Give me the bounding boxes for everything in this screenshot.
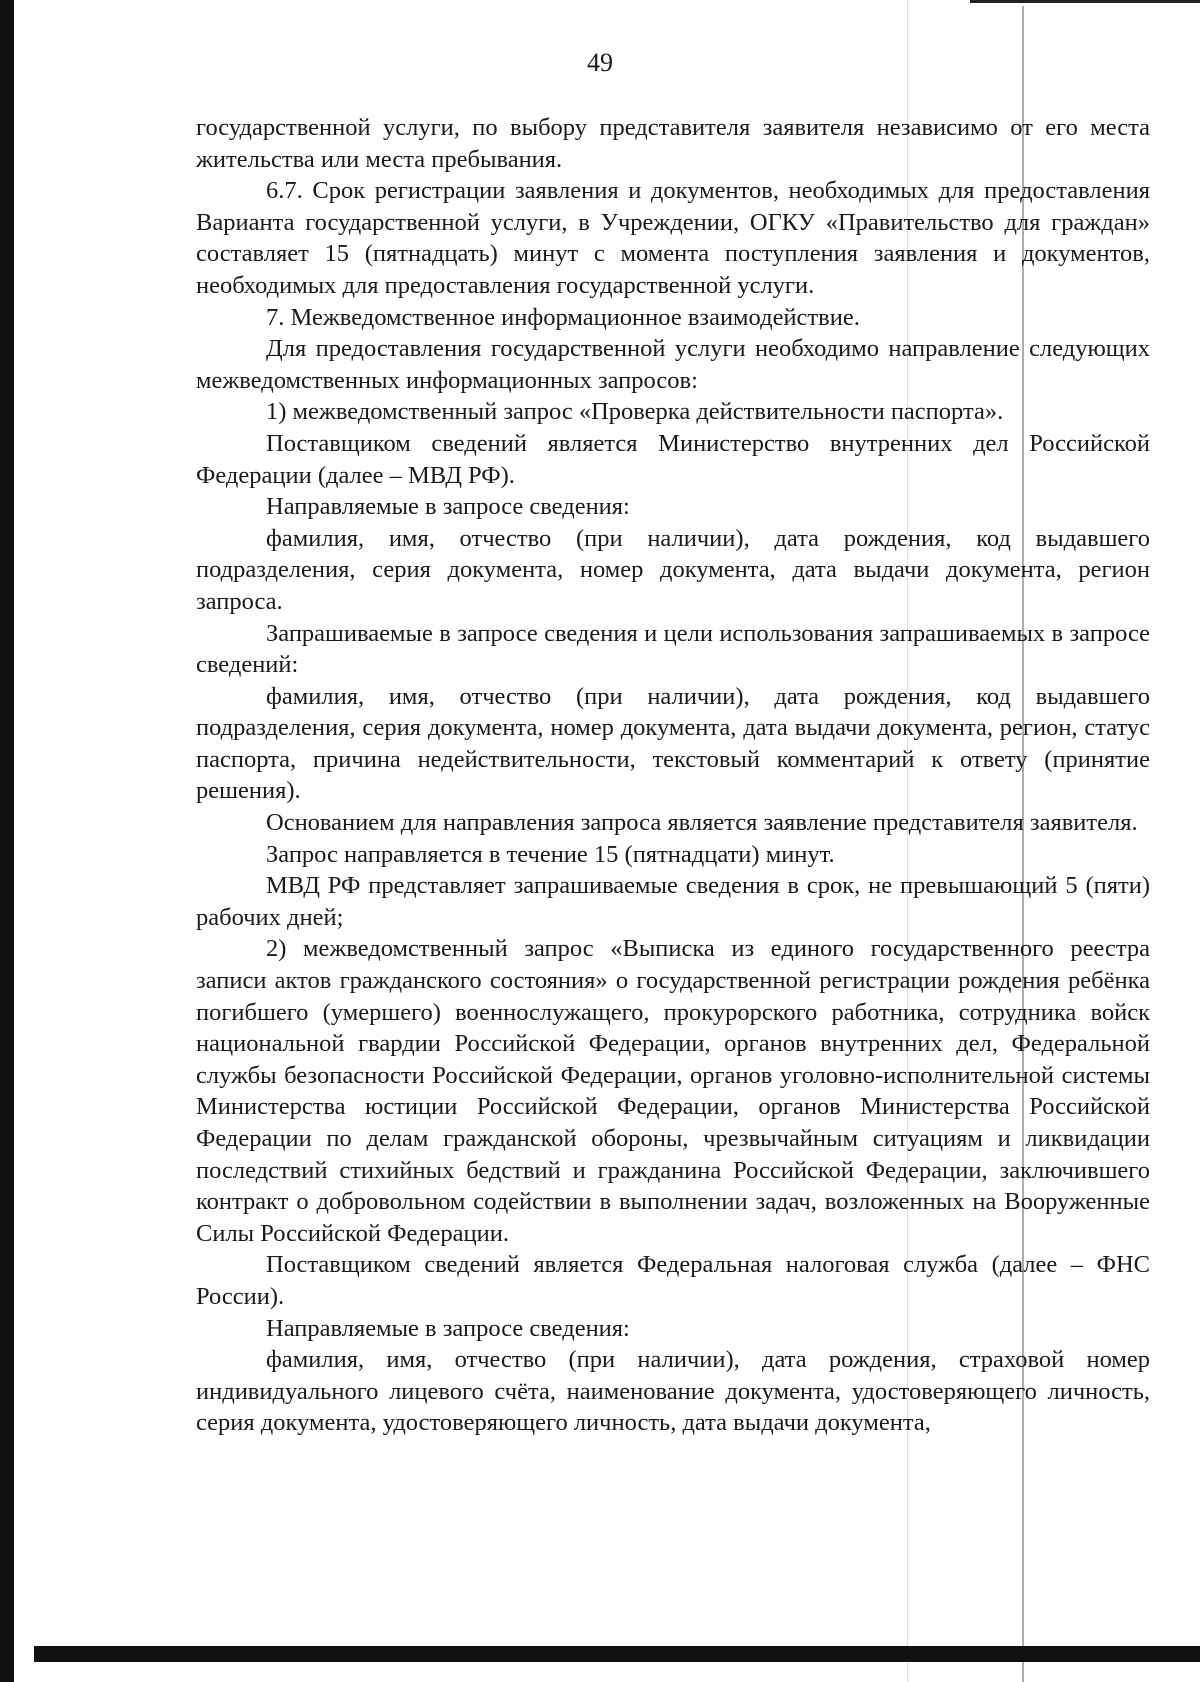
paragraph: 2) межведомственный запрос «Выписка из единого государственного реестра записи актов гражданского состояния» о государственной регистрации рождения ребёнка погибшего (умершего) военнослужащего, прокурорского работника, сотрудника войск национальной гвардии Российской Федерации, органов внутренних дел, Федеральной службы безопасности Российской Федерации, органов уголовно-исполнительной системы Министерства юстиции Российской Федерации, органов Министерства Российской Федерации по делам гражданской обороны, чрезвычайным ситуациям и ликвидации последствий стихийных бедствий и гражданина Российской Федерации, заключившего контракт о добровольном содействии в выполнении задач, возложенных на Вооруженные Силы Российской Федерации. xyxy=(196,935,1150,1247)
paragraph: Поставщиком сведений является Министерство внутренних дел Российской Федерации (далее – МВД РФ). xyxy=(196,429,1150,489)
paragraph: Запрашиваемые в запросе сведения и цели использования запрашиваемых в запросе сведений: xyxy=(196,619,1150,679)
paragraph: Основанием для направления запроса является заявление представителя заявителя. xyxy=(266,809,1138,837)
scan-edge-left xyxy=(0,0,14,1682)
scan-edge-bottom xyxy=(34,1646,1200,1662)
paragraph: 7. Межведомственное информационное взаимодействие. xyxy=(266,303,860,331)
document-body xyxy=(196,112,1150,1439)
page-number: 49 xyxy=(587,48,613,77)
paragraph: 6.7. Срок регистрации заявления и документов, необходимых для предоставления Варианта государственной услуги, в Учреждении, ОГКУ «Правительство для граждан» составляет 15 (пятнадцать) минут с момента поступления заявления и документов, необходимых для предоставления государственной услуги. xyxy=(196,177,1150,299)
paragraph: Направляемые в запросе сведения: xyxy=(266,1314,630,1342)
paragraph: государственной услуги, по выбору представителя заявителя независимо от его места жительства или места пребывания. xyxy=(196,114,1150,173)
paragraph: Направляемые в запросе сведения: xyxy=(266,493,630,521)
paragraph: Запрос направляется в течение 15 (пятнадцати) минут. xyxy=(266,840,835,868)
paragraph: Для предоставления государственной услуги необходимо направление следующих межведомственных информационных запросов: xyxy=(196,335,1150,394)
paragraph: фамилия, имя, отчество (при наличии), дата рождения, страховой номер индивидуального лицевого счёта, наименование документа, удостоверяющего личность, серия документа, удостоверяющего личность, дата выдачи документа, xyxy=(196,1346,1150,1437)
paragraph: Поставщиком сведений является Федеральная налоговая служба (далее – ФНС России). xyxy=(196,1251,1150,1310)
scan-edge-top xyxy=(970,0,1200,3)
paragraph: фамилия, имя, отчество (при наличии), дата рождения, код выдавшего подразделения, серия документа, номер документа, дата выдачи документа, регион запроса. xyxy=(196,524,1150,615)
paragraph: фамилия, имя, отчество (при наличии), дата рождения, код выдавшего подразделения, серия документа, номер документа, дата выдачи документа, регион, статус паспорта, причина недействительности, текстовый комментарий к ответу (принятие решения). xyxy=(196,682,1150,805)
paragraph: 1) межведомственный запрос «Проверка действительности паспорта». xyxy=(266,398,1004,426)
paragraph: МВД РФ представляет запрашиваемые сведения в срок, не превышающий 5 (пяти) рабочих дней; xyxy=(196,872,1150,931)
